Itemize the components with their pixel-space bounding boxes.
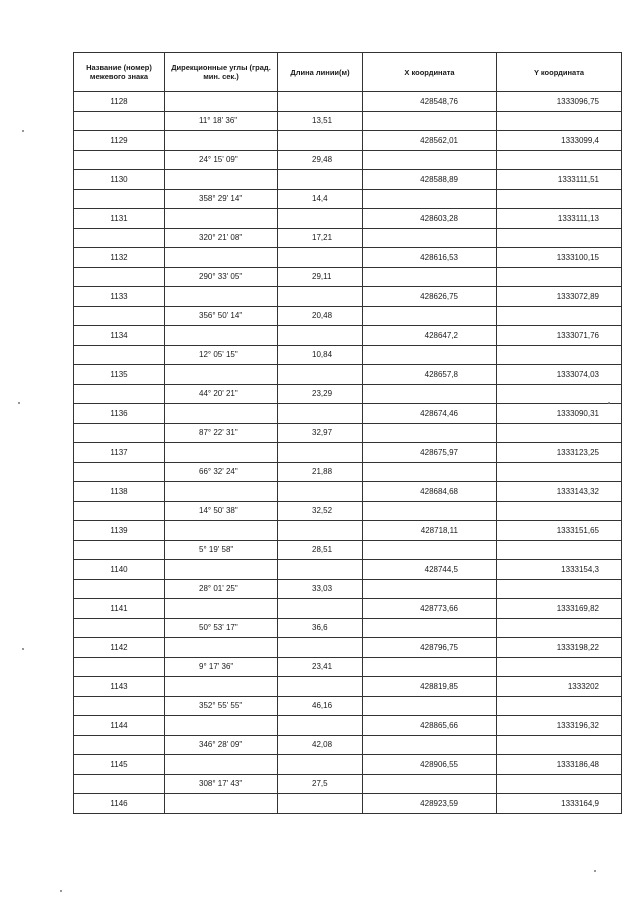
empty-cell <box>497 150 622 170</box>
point-name-cell: 1140 <box>74 560 165 580</box>
x-coordinate-cell: 428616,53 <box>363 248 497 268</box>
segment-row <box>74 696 622 716</box>
empty-cell <box>497 423 622 443</box>
header-name: Название (номер) межевого знака <box>74 53 165 92</box>
empty-cell <box>497 267 622 287</box>
scan-speck <box>22 648 24 650</box>
empty-cell <box>165 404 278 424</box>
line-length-cell: 42,08 <box>278 735 363 755</box>
y-coordinate-cell: 1333090,31 <box>497 404 622 424</box>
empty-cell <box>74 735 165 755</box>
segment-row <box>74 228 622 248</box>
empty-cell <box>363 384 497 404</box>
empty-cell <box>497 657 622 677</box>
segment-row <box>74 462 622 482</box>
point-row <box>74 716 622 736</box>
empty-cell <box>278 599 363 619</box>
line-length-cell: 14,4 <box>278 189 363 209</box>
empty-cell <box>278 560 363 580</box>
empty-cell <box>363 150 497 170</box>
x-coordinate-cell: 428906,55 <box>363 755 497 775</box>
direction-angle-cell: 11° 18' 36" <box>165 111 278 131</box>
empty-cell <box>363 735 497 755</box>
empty-cell <box>165 755 278 775</box>
direction-angle-cell: 87° 22' 31" <box>165 423 278 443</box>
empty-cell <box>278 443 363 463</box>
y-coordinate-cell: 1333169,82 <box>497 599 622 619</box>
line-length-cell: 32,97 <box>278 423 363 443</box>
point-row <box>74 326 622 346</box>
point-name-cell: 1132 <box>74 248 165 268</box>
x-coordinate-cell: 428923,59 <box>363 794 497 814</box>
line-length-cell: 29,11 <box>278 267 363 287</box>
direction-angle-cell: 290° 33' 05" <box>165 267 278 287</box>
empty-cell <box>165 638 278 658</box>
y-coordinate-cell: 1333151,65 <box>497 521 622 541</box>
point-row <box>74 404 622 424</box>
y-coordinate-cell: 1333111,13 <box>497 209 622 229</box>
line-length-cell: 20,48 <box>278 306 363 326</box>
empty-cell <box>278 521 363 541</box>
empty-cell <box>74 462 165 482</box>
empty-cell <box>165 92 278 112</box>
line-length-cell: 21,88 <box>278 462 363 482</box>
direction-angle-cell: 44° 20' 21" <box>165 384 278 404</box>
point-row <box>74 794 622 814</box>
empty-cell <box>74 423 165 443</box>
empty-cell <box>74 228 165 248</box>
point-name-cell: 1129 <box>74 131 165 151</box>
empty-cell <box>74 345 165 365</box>
empty-cell <box>363 618 497 638</box>
segment-row <box>74 189 622 209</box>
segment-row <box>74 111 622 131</box>
point-name-cell: 1146 <box>74 794 165 814</box>
segment-row <box>74 540 622 560</box>
point-name-cell: 1145 <box>74 755 165 775</box>
empty-cell <box>363 189 497 209</box>
segment-row <box>74 267 622 287</box>
segment-row <box>74 657 622 677</box>
point-row <box>74 638 622 658</box>
header-angle: Дирекционные углы (град. мин. сек.) <box>165 53 278 92</box>
empty-cell <box>278 677 363 697</box>
empty-cell <box>165 677 278 697</box>
point-name-cell: 1136 <box>74 404 165 424</box>
direction-angle-cell: 320° 21' 08" <box>165 228 278 248</box>
empty-cell <box>165 521 278 541</box>
empty-cell <box>74 657 165 677</box>
empty-cell <box>74 579 165 599</box>
point-name-cell: 1131 <box>74 209 165 229</box>
empty-cell <box>278 131 363 151</box>
header-length: Длина линии(м) <box>278 53 363 92</box>
empty-cell <box>165 599 278 619</box>
point-name-cell: 1143 <box>74 677 165 697</box>
y-coordinate-cell: 1333074,03 <box>497 365 622 385</box>
empty-cell <box>363 774 497 794</box>
point-name-cell: 1128 <box>74 92 165 112</box>
y-coordinate-cell: 1333111,51 <box>497 170 622 190</box>
direction-angle-cell: 28° 01' 25" <box>165 579 278 599</box>
y-coordinate-cell: 1333071,76 <box>497 326 622 346</box>
direction-angle-cell: 50° 53' 17" <box>165 618 278 638</box>
line-length-cell: 28,51 <box>278 540 363 560</box>
empty-cell <box>497 501 622 521</box>
y-coordinate-cell: 1333164,9 <box>497 794 622 814</box>
x-coordinate-cell: 428718,11 <box>363 521 497 541</box>
direction-angle-cell: 14° 50' 38" <box>165 501 278 521</box>
empty-cell <box>363 462 497 482</box>
empty-cell <box>278 755 363 775</box>
point-name-cell: 1142 <box>74 638 165 658</box>
empty-cell <box>363 540 497 560</box>
point-row <box>74 443 622 463</box>
empty-cell <box>278 365 363 385</box>
y-coordinate-cell: 1333099,4 <box>497 131 622 151</box>
empty-cell <box>363 579 497 599</box>
x-coordinate-cell: 428865,66 <box>363 716 497 736</box>
line-length-cell: 27,5 <box>278 774 363 794</box>
point-name-cell: 1130 <box>74 170 165 190</box>
empty-cell <box>497 384 622 404</box>
scan-speck <box>18 402 20 404</box>
empty-cell <box>497 462 622 482</box>
line-length-cell: 23,29 <box>278 384 363 404</box>
segment-row <box>74 306 622 326</box>
empty-cell <box>74 384 165 404</box>
y-coordinate-cell: 1333100,15 <box>497 248 622 268</box>
empty-cell <box>74 189 165 209</box>
empty-cell <box>165 326 278 346</box>
direction-angle-cell: 9° 17' 36" <box>165 657 278 677</box>
empty-cell <box>363 111 497 131</box>
empty-cell <box>278 248 363 268</box>
empty-cell <box>74 540 165 560</box>
segment-row <box>74 618 622 638</box>
header-x: X координата <box>363 53 497 92</box>
empty-cell <box>278 92 363 112</box>
direction-angle-cell: 12° 05' 15" <box>165 345 278 365</box>
y-coordinate-cell: 1333123,25 <box>497 443 622 463</box>
empty-cell <box>363 423 497 443</box>
point-row <box>74 755 622 775</box>
x-coordinate-cell: 428548,76 <box>363 92 497 112</box>
boundary-coordinates-table <box>73 52 622 814</box>
point-row <box>74 599 622 619</box>
empty-cell <box>278 482 363 502</box>
segment-row <box>74 579 622 599</box>
point-row <box>74 92 622 112</box>
point-name-cell: 1144 <box>74 716 165 736</box>
empty-cell <box>278 287 363 307</box>
empty-cell <box>497 306 622 326</box>
segment-row <box>74 345 622 365</box>
point-row <box>74 170 622 190</box>
empty-cell <box>74 618 165 638</box>
empty-cell <box>278 404 363 424</box>
empty-cell <box>278 716 363 736</box>
point-name-cell: 1141 <box>74 599 165 619</box>
point-row <box>74 287 622 307</box>
scan-speck <box>22 130 24 132</box>
empty-cell <box>74 111 165 131</box>
empty-cell <box>497 540 622 560</box>
direction-angle-cell: 352° 55' 55" <box>165 696 278 716</box>
table-header-row <box>74 53 622 92</box>
empty-cell <box>165 560 278 580</box>
empty-cell <box>497 618 622 638</box>
empty-cell <box>278 326 363 346</box>
empty-cell <box>165 482 278 502</box>
empty-cell <box>497 111 622 131</box>
x-coordinate-cell: 428647,2 <box>363 326 497 346</box>
line-length-cell: 10,84 <box>278 345 363 365</box>
empty-cell <box>363 228 497 248</box>
point-row <box>74 482 622 502</box>
empty-cell <box>74 774 165 794</box>
line-length-cell: 33,03 <box>278 579 363 599</box>
empty-cell <box>497 345 622 365</box>
direction-angle-cell: 346° 28' 09" <box>165 735 278 755</box>
x-coordinate-cell: 428562,01 <box>363 131 497 151</box>
direction-angle-cell: 356° 50' 14" <box>165 306 278 326</box>
point-row <box>74 131 622 151</box>
point-row <box>74 209 622 229</box>
segment-row <box>74 774 622 794</box>
empty-cell <box>497 579 622 599</box>
segment-row <box>74 501 622 521</box>
scan-speck <box>594 870 596 872</box>
line-length-cell: 46,16 <box>278 696 363 716</box>
y-coordinate-cell: 1333186,48 <box>497 755 622 775</box>
point-name-cell: 1135 <box>74 365 165 385</box>
line-length-cell: 32,52 <box>278 501 363 521</box>
empty-cell <box>165 131 278 151</box>
line-length-cell: 29,48 <box>278 150 363 170</box>
direction-angle-cell: 358° 29' 14" <box>165 189 278 209</box>
point-name-cell: 1133 <box>74 287 165 307</box>
point-name-cell: 1134 <box>74 326 165 346</box>
scan-speck <box>60 890 62 892</box>
empty-cell <box>363 267 497 287</box>
point-row <box>74 365 622 385</box>
x-coordinate-cell: 428675,97 <box>363 443 497 463</box>
empty-cell <box>165 287 278 307</box>
y-coordinate-cell: 1333154,3 <box>497 560 622 580</box>
empty-cell <box>363 306 497 326</box>
direction-angle-cell: 5° 19' 58" <box>165 540 278 560</box>
empty-cell <box>497 696 622 716</box>
empty-cell <box>497 735 622 755</box>
scan-speck <box>608 402 610 404</box>
line-length-cell: 36,6 <box>278 618 363 638</box>
x-coordinate-cell: 428626,75 <box>363 287 497 307</box>
point-name-cell: 1137 <box>74 443 165 463</box>
y-coordinate-cell: 1333072,89 <box>497 287 622 307</box>
empty-cell <box>74 267 165 287</box>
x-coordinate-cell: 428657,8 <box>363 365 497 385</box>
direction-angle-cell: 308° 17' 43" <box>165 774 278 794</box>
empty-cell <box>165 248 278 268</box>
segment-row <box>74 423 622 443</box>
x-coordinate-cell: 428588,89 <box>363 170 497 190</box>
point-name-cell: 1139 <box>74 521 165 541</box>
x-coordinate-cell: 428603,28 <box>363 209 497 229</box>
empty-cell <box>165 443 278 463</box>
line-length-cell: 23,41 <box>278 657 363 677</box>
empty-cell <box>363 501 497 521</box>
x-coordinate-cell: 428674,46 <box>363 404 497 424</box>
empty-cell <box>497 774 622 794</box>
empty-cell <box>278 209 363 229</box>
empty-cell <box>165 170 278 190</box>
empty-cell <box>165 209 278 229</box>
y-coordinate-cell: 1333202 <box>497 677 622 697</box>
empty-cell <box>74 696 165 716</box>
x-coordinate-cell: 428773,66 <box>363 599 497 619</box>
empty-cell <box>363 696 497 716</box>
direction-angle-cell: 24° 15' 09" <box>165 150 278 170</box>
y-coordinate-cell: 1333198,22 <box>497 638 622 658</box>
empty-cell <box>363 657 497 677</box>
segment-row <box>74 150 622 170</box>
x-coordinate-cell: 428684,68 <box>363 482 497 502</box>
x-coordinate-cell: 428819,85 <box>363 677 497 697</box>
point-row <box>74 248 622 268</box>
empty-cell <box>497 189 622 209</box>
empty-cell <box>74 501 165 521</box>
empty-cell <box>165 365 278 385</box>
line-length-cell: 13,51 <box>278 111 363 131</box>
empty-cell <box>363 345 497 365</box>
y-coordinate-cell: 1333143,32 <box>497 482 622 502</box>
empty-cell <box>165 794 278 814</box>
line-length-cell: 17,21 <box>278 228 363 248</box>
direction-angle-cell: 66° 32' 24" <box>165 462 278 482</box>
empty-cell <box>165 716 278 736</box>
empty-cell <box>74 306 165 326</box>
empty-cell <box>278 170 363 190</box>
point-row <box>74 677 622 697</box>
header-y: Y координата <box>497 53 622 92</box>
empty-cell <box>497 228 622 248</box>
empty-cell <box>278 638 363 658</box>
segment-row <box>74 735 622 755</box>
empty-cell <box>74 150 165 170</box>
empty-cell <box>278 794 363 814</box>
segment-row <box>74 384 622 404</box>
point-name-cell: 1138 <box>74 482 165 502</box>
table-body <box>74 92 622 814</box>
y-coordinate-cell: 1333196,32 <box>497 716 622 736</box>
x-coordinate-cell: 428796,75 <box>363 638 497 658</box>
y-coordinate-cell: 1333096,75 <box>497 92 622 112</box>
point-row <box>74 521 622 541</box>
x-coordinate-cell: 428744,5 <box>363 560 497 580</box>
point-row <box>74 560 622 580</box>
